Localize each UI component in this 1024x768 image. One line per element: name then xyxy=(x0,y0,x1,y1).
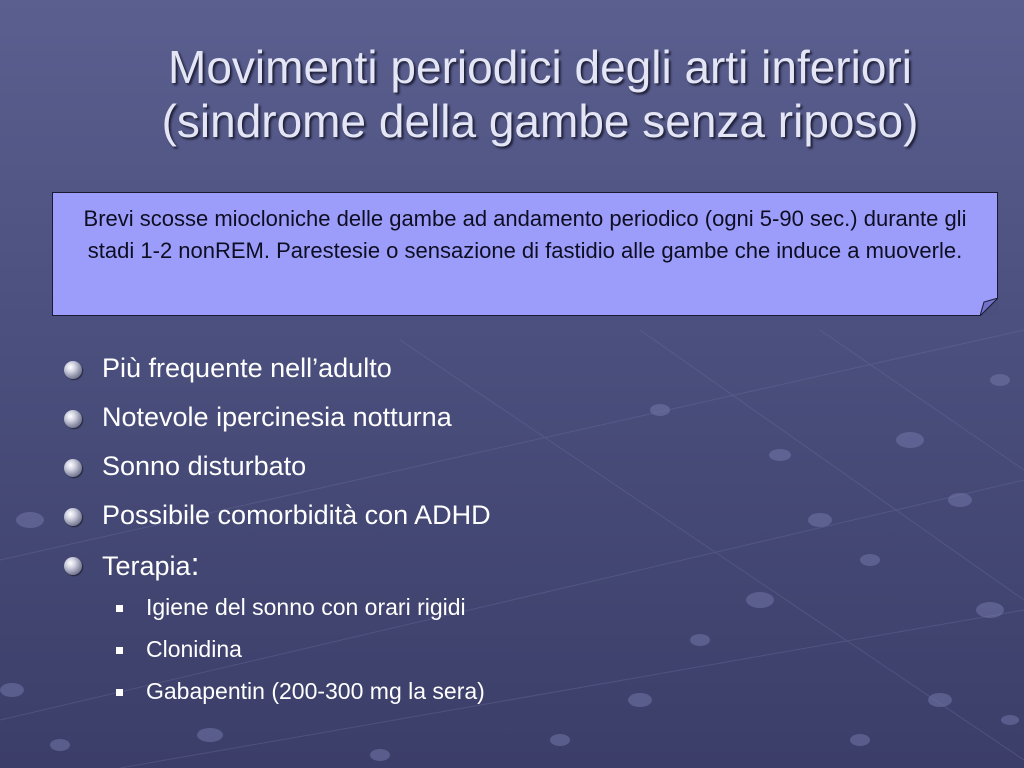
title-line-1: Movimenti periodici degli arti inferiori xyxy=(168,41,912,93)
bullet-list xyxy=(64,352,964,719)
list-item xyxy=(64,401,964,433)
note-folded-corner-icon xyxy=(980,298,998,316)
therapy-subitem-text: Gabapentin (200-300 mg la sera) xyxy=(146,678,485,704)
therapy-subitem xyxy=(64,635,964,663)
therapy-subitem xyxy=(64,677,964,705)
square-bullet-icon xyxy=(116,605,123,612)
square-bullet-icon xyxy=(116,689,123,696)
definition-note-text: Brevi scosse miocloniche delle gambe ad andamento periodico (ogni 5-90 sec.) durante gli stadi 1-2 nonREM. Parestesie o sensazione di fastidio alle gambe che induce a muoverle. xyxy=(83,206,967,263)
list-item xyxy=(64,352,964,384)
sphere-bullet-icon xyxy=(64,361,82,379)
therapy-colon: : xyxy=(190,546,200,582)
therapy-subitem-text: Clonidina xyxy=(146,636,242,662)
list-item xyxy=(64,450,964,482)
sphere-bullet-icon xyxy=(64,508,82,526)
definition-note-box xyxy=(52,192,998,316)
slide-title xyxy=(60,40,1020,148)
therapy-subitem xyxy=(64,593,964,621)
title-line-2: (sindrome della gambe senza riposo) xyxy=(161,95,919,147)
therapy-label: Terapia xyxy=(102,551,191,581)
therapy-item xyxy=(64,548,964,582)
list-item xyxy=(64,499,964,531)
sphere-bullet-icon xyxy=(64,410,82,428)
sphere-bullet-icon xyxy=(64,459,82,477)
list-item-text: Notevole ipercinesia notturna xyxy=(102,402,452,432)
list-item-text: Più frequente nell’adulto xyxy=(102,353,392,383)
sphere-bullet-icon xyxy=(64,557,82,575)
therapy-subitem-text: Igiene del sonno con orari rigidi xyxy=(146,594,466,620)
square-bullet-icon xyxy=(116,647,123,654)
list-item-text: Possibile comorbidità con ADHD xyxy=(102,500,491,530)
list-item-text: Sonno disturbato xyxy=(102,451,307,481)
therapy-sublist xyxy=(64,593,964,705)
